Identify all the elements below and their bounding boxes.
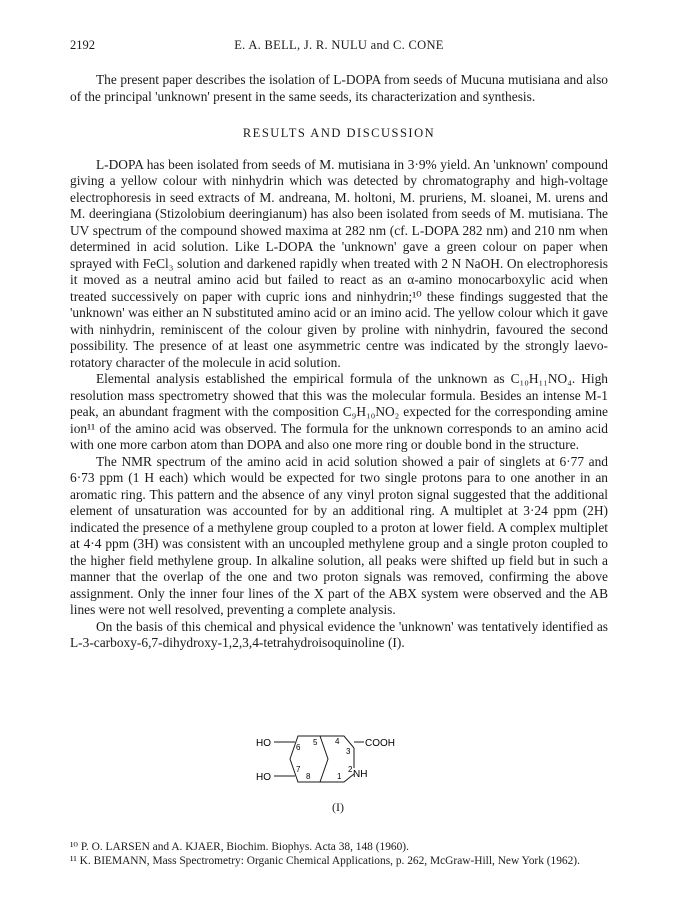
footnote-11: ¹¹ K. BIEMANN, Mass Spectrometry: Organic Chemical Applications, p. 262, McGraw-Hill, New York (1962). [70,855,580,867]
nh-label: NH [353,769,368,780]
page-number: 2192 [70,38,95,52]
position-6: 6 [296,743,301,752]
footnotes [70,840,608,868]
structure-diagram [240,730,440,792]
position-5: 5 [313,738,318,747]
footnote-10: ¹⁰ P. O. LARSEN and A. KJAER, Biochim. Biophys. Acta 38, 148 (1960). [70,841,409,853]
position-3: 3 [346,747,351,756]
structure-caption: (I) [332,800,344,814]
article-body [70,72,608,652]
paragraph-4: On the basis of this chemical and physical evidence the 'unknown' was tentatively identified as L-3-carboxy-6,7-dihydroxy-1,2,3,4-tetrahydroisoquinoline (I). [70,618,608,650]
paragraph-3: The NMR spectrum of the amino acid in acid solution showed a pair of singlets at 6·77 and 6·73 ppm (1 H each) which would be expected for two single protons para to one another in an aromatic ring. This pattern and the absence of any vinyl proton signal suggested that the additional element of unsaturation was accounted for by an additional ring. A multiplet at 3·24 ppm (2H) indicated the presence of a methylene group coupled to a proton at lower field. A complex multiplet at 4·4 ppm (3H) was consistent with an uncoupled methylene group and a single proton coupled to the higher field methylene group. In alkaline solution, all peaks were shifted up field but in such a manner that the overlap of the one and two proton signals was removed, confirming the above assignment. Only the inner four lines of the X part of the ABX system were observed and the AB lines were not well resolved, preventing a complete analysis. [70,453,608,617]
paragraph-1: L-DOPA has been isolated from seeds of M. mutisiana in 3·9% yield. An 'unknown' compound giving a yellow colour with ninhydrin which was detected by chromatography and high-voltage electrophoresis in seed extracts of M. andreana, M. holtoni, M. pruriens, M. sloanei, M. urens and M. deeringiana (Stizolobium deeringianum) has also been isolated from seeds of M. mutisiana. The UV spectrum of the compound showed maxima at 282 nm (cf. L-DOPA 282 nm) and 210 nm when determined in acid solution. Like L-DOPA the 'unknown' gave a green colour on paper when sprayed with FeCl₃ solution and darkened rapidly when treated with 2 N NaOH. On electrophoresis it moved as a neutral amino acid but failed to react as an α-amino monocarboxylic acid when treated successively on paper with cupric ions and ninhydrin;¹⁰ these findings suggested that the 'unknown' was either an N substituted amino acid or an imino acid. The yellow colour which it gave with ninhydrin, reminiscent of the colour given by proline with ninhydrin, favoured the second possibility. The presence of at least one asymmetric centre was indicated by the strongly laevo-rotatory character of the molecule in acid solution. [70,156,608,370]
paragraph-2: Elemental analysis established the empirical formula of the unknown as C₁₀H₁₁NO₄. High resolution mass spectrometry showed that this was the molecular formula. Besides an intense M-1 peak, an abundant fragment with the composition C₉H₁₀NO₂ expected for the corresponding amine ion¹¹ of the amino acid was observed. The formula for the unknown corresponds to an amino acid with one more carbon atom than DOPA and also one more ring or double bond in the structure. [70,371,608,452]
position-7: 7 [296,765,301,774]
position-2: 2 [348,765,353,774]
running-authors: E. A. BELL, J. R. NULU and C. CONE [234,38,444,52]
position-1: 1 [337,772,342,781]
running-header [70,38,608,56]
position-4: 4 [335,737,340,746]
cooh-label: COOH [365,738,395,749]
ho-bottom-label: HO [256,772,271,783]
position-8: 8 [306,772,311,781]
intro-paragraph: The present paper describes the isolation of L-DOPA from seeds of Mucuna mutisiana and also of the principal 'unknown' present in the same seeds, its characterization and synthesis. [70,72,608,104]
section-heading: RESULTS AND DISCUSSION [242,126,436,140]
ho-top-label: HO [256,738,271,749]
